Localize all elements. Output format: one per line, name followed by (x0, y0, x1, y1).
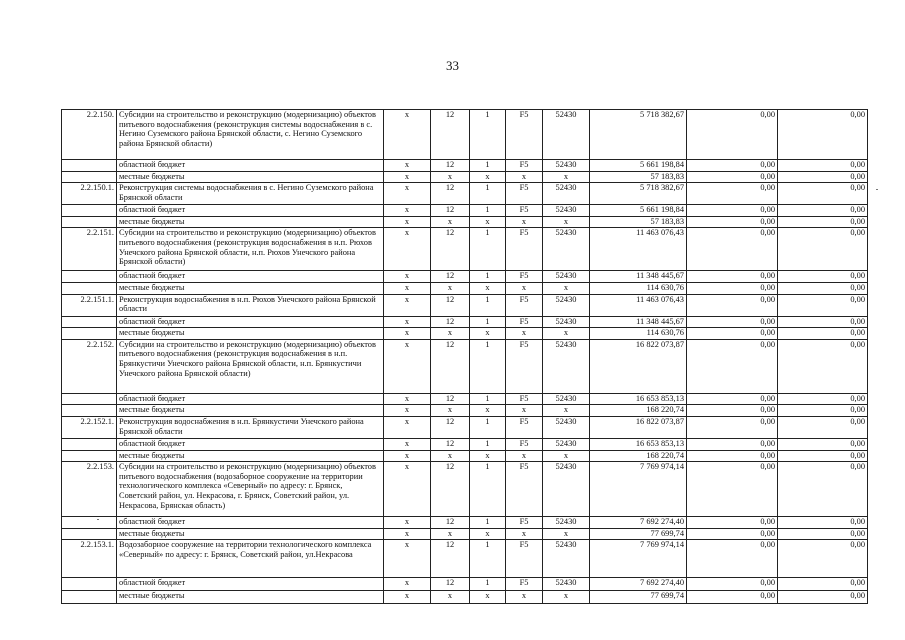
amount-year-2: 0,00 (687, 328, 778, 340)
row-name: Субсидии на строительство и реконструкцию (модернизацию) объектов питьевого водоснабжения (реконструкция водоснабжения в н.п. Рюхов Унечского района Брянской области, н.п. Рюхов Унечского района Брянской области) (117, 228, 384, 271)
col-article: х (543, 450, 590, 462)
row-code (62, 528, 117, 540)
amount-year-2: 0,00 (687, 462, 778, 517)
row-name: Реконструкция системы водоснабжения в с. Негино Суземского района Брянской области (117, 183, 384, 205)
table-row (62, 339, 868, 393)
col-section: 12 (431, 205, 470, 217)
amount-year-2: 0,00 (687, 294, 778, 316)
amount-year-3: 0,00 (778, 528, 868, 540)
budget-source-row (62, 393, 868, 405)
row-code (62, 205, 117, 217)
col-section: х (431, 405, 470, 417)
budget-source-row (62, 450, 868, 462)
col-article: х (543, 328, 590, 340)
col-subsection: 1 (470, 438, 506, 450)
table-row (62, 416, 868, 438)
col-recipient: х (384, 578, 431, 591)
row-name: местные бюджеты (117, 282, 384, 294)
col-subsection: х (470, 328, 506, 340)
row-name: местные бюджеты (117, 405, 384, 417)
col-article: 52430 (543, 205, 590, 217)
amount-year-1: 114 630,76 (590, 282, 687, 294)
amount-year-2: 0,00 (687, 578, 778, 591)
amount-year-1: 16 822 073,87 (590, 339, 687, 393)
row-name: местные бюджеты (117, 216, 384, 228)
col-program: F5 (506, 540, 543, 578)
row-code (62, 591, 117, 604)
amount-year-2: 0,00 (687, 271, 778, 283)
amount-year-3: 0,00 (778, 462, 868, 517)
row-code (62, 316, 117, 328)
col-section: 12 (431, 438, 470, 450)
row-code (62, 328, 117, 340)
scan-speck (876, 189, 878, 190)
amount-year-3: 0,00 (778, 160, 868, 172)
col-recipient: х (384, 450, 431, 462)
amount-year-3: 0,00 (778, 316, 868, 328)
col-program: х (506, 591, 543, 604)
col-subsection: 1 (470, 228, 506, 271)
col-program: F5 (506, 517, 543, 529)
col-recipient: х (384, 205, 431, 217)
col-section: 12 (431, 228, 470, 271)
amount-year-3: 0,00 (778, 416, 868, 438)
amount-year-1: 5 661 198,84 (590, 160, 687, 172)
col-article: 52430 (543, 416, 590, 438)
col-section: 12 (431, 160, 470, 172)
amount-year-3: 0,00 (778, 438, 868, 450)
row-code: 2.2.152.1. (62, 416, 117, 438)
amount-year-3: 0,00 (778, 540, 868, 578)
col-program: F5 (506, 416, 543, 438)
col-section: 12 (431, 183, 470, 205)
amount-year-2: 0,00 (687, 591, 778, 604)
col-program: F5 (506, 462, 543, 517)
col-recipient: х (384, 160, 431, 172)
row-code: 2.2.150. (62, 110, 117, 160)
table-body (62, 110, 868, 604)
col-section: х (431, 528, 470, 540)
col-recipient: х (384, 438, 431, 450)
col-program: F5 (506, 271, 543, 283)
col-section: 12 (431, 540, 470, 578)
col-subsection: х (470, 450, 506, 462)
amount-year-2: 0,00 (687, 540, 778, 578)
amount-year-2: 0,00 (687, 405, 778, 417)
col-subsection: 1 (470, 160, 506, 172)
amount-year-3: 0,00 (778, 591, 868, 604)
amount-year-3: 0,00 (778, 183, 868, 205)
amount-year-3: 0,00 (778, 328, 868, 340)
amount-year-1: 5 661 198,84 (590, 205, 687, 217)
amount-year-3: 0,00 (778, 393, 868, 405)
col-section: 12 (431, 316, 470, 328)
amount-year-3: 0,00 (778, 228, 868, 271)
row-name: Субсидии на строительство и реконструкцию (модернизацию) объектов питьевого водоснабжения (водозаборное сооружение на территории технологического комплекса «Северный» по адресу: г. Брянск, Советский район, ул. Некрасова, г. Брянск, Советский район, ул. Некрасова, Брянская область) (117, 462, 384, 517)
col-recipient: х (384, 528, 431, 540)
row-code: 2.2.153.1. (62, 540, 117, 578)
budget-table (61, 109, 868, 604)
col-subsection: 1 (470, 578, 506, 591)
amount-year-3: 0,00 (778, 405, 868, 417)
col-recipient: х (384, 294, 431, 316)
table-row (62, 540, 868, 578)
col-article: 52430 (543, 183, 590, 205)
amount-year-3: 0,00 (778, 216, 868, 228)
col-recipient: х (384, 110, 431, 160)
amount-year-1: 5 718 382,67 (590, 110, 687, 160)
col-section: 12 (431, 517, 470, 529)
col-article: х (543, 591, 590, 604)
amount-year-2: 0,00 (687, 438, 778, 450)
row-code: 2.2.151.1. (62, 294, 117, 316)
budget-source-row (62, 160, 868, 172)
row-name: Реконструкция водоснабжения в н.п. Брянкустичи Унечского района Брянской области (117, 416, 384, 438)
row-code (62, 393, 117, 405)
budget-source-row (62, 438, 868, 450)
col-section: х (431, 591, 470, 604)
col-subsection: 1 (470, 540, 506, 578)
col-subsection: х (470, 405, 506, 417)
amount-year-1: 7 769 974,14 (590, 462, 687, 517)
amount-year-2: 0,00 (687, 183, 778, 205)
budget-source-row (62, 517, 868, 529)
amount-year-1: 77 699,74 (590, 528, 687, 540)
row-code (62, 282, 117, 294)
row-code: 2.2.150.1. (62, 183, 117, 205)
amount-year-2: 0,00 (687, 416, 778, 438)
col-article: 52430 (543, 462, 590, 517)
col-program: F5 (506, 183, 543, 205)
row-name: Реконструкция водоснабжения в н.п. Рюхов Унечского района Брянской области (117, 294, 384, 316)
col-subsection: х (470, 216, 506, 228)
col-program: F5 (506, 578, 543, 591)
amount-year-2: 0,00 (687, 171, 778, 183)
col-recipient: х (384, 517, 431, 529)
col-subsection: 1 (470, 110, 506, 160)
row-name: областной бюджет (117, 517, 384, 529)
amount-year-1: 168 220,74 (590, 450, 687, 462)
col-program: F5 (506, 160, 543, 172)
col-recipient: х (384, 540, 431, 578)
amount-year-1: 11 348 445,67 (590, 271, 687, 283)
col-subsection: 1 (470, 462, 506, 517)
col-program: F5 (506, 110, 543, 160)
amount-year-2: 0,00 (687, 528, 778, 540)
row-name: областной бюджет (117, 271, 384, 283)
col-recipient: х (384, 316, 431, 328)
col-article: 52430 (543, 393, 590, 405)
col-program: х (506, 450, 543, 462)
row-name: областной бюджет (117, 160, 384, 172)
budget-source-row (62, 528, 868, 540)
row-name: областной бюджет (117, 438, 384, 450)
row-code (62, 438, 117, 450)
budget-source-row (62, 578, 868, 591)
row-code (62, 517, 117, 529)
amount-year-2: 0,00 (687, 216, 778, 228)
col-subsection: 1 (470, 205, 506, 217)
col-section: 12 (431, 462, 470, 517)
amount-year-2: 0,00 (687, 110, 778, 160)
col-section: х (431, 450, 470, 462)
scan-speck (97, 519, 99, 520)
row-code (62, 271, 117, 283)
col-article: х (543, 405, 590, 417)
page-number: 33 (446, 58, 459, 73)
amount-year-2: 0,00 (687, 517, 778, 529)
row-name: местные бюджеты (117, 450, 384, 462)
amount-year-2: 0,00 (687, 339, 778, 393)
budget-source-row (62, 591, 868, 604)
col-subsection: 1 (470, 339, 506, 393)
col-program: F5 (506, 205, 543, 217)
budget-source-row (62, 271, 868, 283)
col-article: 52430 (543, 228, 590, 271)
amount-year-1: 5 718 382,67 (590, 183, 687, 205)
col-recipient: х (384, 462, 431, 517)
col-program: х (506, 216, 543, 228)
col-program: х (506, 328, 543, 340)
col-subsection: х (470, 528, 506, 540)
col-program: F5 (506, 294, 543, 316)
row-code (62, 578, 117, 591)
col-recipient: х (384, 183, 431, 205)
col-section: х (431, 282, 470, 294)
row-name: местные бюджеты (117, 591, 384, 604)
row-name: местные бюджеты (117, 528, 384, 540)
col-article: х (543, 282, 590, 294)
col-recipient: х (384, 171, 431, 183)
row-name: областной бюджет (117, 205, 384, 217)
col-recipient: х (384, 282, 431, 294)
amount-year-2: 0,00 (687, 160, 778, 172)
row-code (62, 171, 117, 183)
row-name: Субсидии на строительство и реконструкцию (модернизацию) объектов питьевого водоснабжения (реконструкция системы водоснабжения в с. Негино Суземского района Брянской области, с. Негино Суземского района Брянской области) (117, 110, 384, 160)
amount-year-2: 0,00 (687, 450, 778, 462)
amount-year-3: 0,00 (778, 450, 868, 462)
amount-year-1: 16 822 073,87 (590, 416, 687, 438)
col-program: х (506, 171, 543, 183)
budget-source-row (62, 171, 868, 183)
amount-year-1: 11 463 076,43 (590, 228, 687, 271)
col-article: х (543, 528, 590, 540)
col-section: х (431, 171, 470, 183)
col-section: 12 (431, 578, 470, 591)
amount-year-2: 0,00 (687, 228, 778, 271)
amount-year-1: 7 692 274,40 (590, 517, 687, 529)
amount-year-2: 0,00 (687, 393, 778, 405)
col-article: 52430 (543, 517, 590, 529)
col-article: 52430 (543, 438, 590, 450)
amount-year-1: 11 348 445,67 (590, 316, 687, 328)
col-recipient: х (384, 393, 431, 405)
row-code (62, 405, 117, 417)
row-code: 2.2.153. (62, 462, 117, 517)
col-recipient: х (384, 216, 431, 228)
col-recipient: х (384, 591, 431, 604)
col-subsection: 1 (470, 271, 506, 283)
row-code: 2.2.151. (62, 228, 117, 271)
budget-source-row (62, 328, 868, 340)
table-row (62, 183, 868, 205)
table-row (62, 228, 868, 271)
row-name: местные бюджеты (117, 328, 384, 340)
amount-year-3: 0,00 (778, 294, 868, 316)
amount-year-1: 77 699,74 (590, 591, 687, 604)
amount-year-3: 0,00 (778, 205, 868, 217)
row-name: Водозаборное сооружение на территории технологического комплекса «Северный» по адресу: г. Брянск, Советский район, ул.Некрасова (117, 540, 384, 578)
table-row (62, 110, 868, 160)
col-program: х (506, 282, 543, 294)
col-section: 12 (431, 110, 470, 160)
col-recipient: х (384, 228, 431, 271)
col-section: х (431, 328, 470, 340)
col-program: F5 (506, 393, 543, 405)
col-subsection: х (470, 282, 506, 294)
budget-source-row (62, 205, 868, 217)
col-section: 12 (431, 393, 470, 405)
col-subsection: х (470, 171, 506, 183)
col-article: х (543, 171, 590, 183)
amount-year-1: 57 183,83 (590, 171, 687, 183)
amount-year-3: 0,00 (778, 110, 868, 160)
col-subsection: 1 (470, 316, 506, 328)
row-name: областной бюджет (117, 316, 384, 328)
table-row (62, 462, 868, 517)
amount-year-2: 0,00 (687, 205, 778, 217)
col-program: х (506, 405, 543, 417)
row-code (62, 160, 117, 172)
row-code (62, 450, 117, 462)
col-article: 52430 (543, 294, 590, 316)
col-section: 12 (431, 271, 470, 283)
col-program: F5 (506, 316, 543, 328)
amount-year-2: 0,00 (687, 282, 778, 294)
row-code: 2.2.152. (62, 339, 117, 393)
col-recipient: х (384, 339, 431, 393)
col-section: 12 (431, 294, 470, 316)
amount-year-1: 11 463 076,43 (590, 294, 687, 316)
col-program: х (506, 528, 543, 540)
budget-source-row (62, 216, 868, 228)
amount-year-1: 16 653 853,13 (590, 393, 687, 405)
table-row (62, 294, 868, 316)
col-recipient: х (384, 416, 431, 438)
amount-year-1: 16 653 853,13 (590, 438, 687, 450)
amount-year-1: 114 630,76 (590, 328, 687, 340)
budget-source-row (62, 316, 868, 328)
amount-year-3: 0,00 (778, 339, 868, 393)
col-program: F5 (506, 438, 543, 450)
amount-year-3: 0,00 (778, 578, 868, 591)
col-article: х (543, 216, 590, 228)
amount-year-3: 0,00 (778, 271, 868, 283)
amount-year-3: 0,00 (778, 171, 868, 183)
col-subsection: х (470, 591, 506, 604)
col-recipient: х (384, 328, 431, 340)
col-article: 52430 (543, 339, 590, 393)
amount-year-3: 0,00 (778, 517, 868, 529)
col-article: 52430 (543, 271, 590, 283)
col-subsection: 1 (470, 183, 506, 205)
col-section: х (431, 216, 470, 228)
col-program: F5 (506, 228, 543, 271)
amount-year-1: 7 769 974,14 (590, 540, 687, 578)
row-name: местные бюджеты (117, 171, 384, 183)
col-subsection: 1 (470, 294, 506, 316)
col-subsection: 1 (470, 517, 506, 529)
col-program: F5 (506, 339, 543, 393)
col-recipient: х (384, 271, 431, 283)
row-name: областной бюджет (117, 393, 384, 405)
col-recipient: х (384, 405, 431, 417)
amount-year-3: 0,00 (778, 282, 868, 294)
row-name: областной бюджет (117, 578, 384, 591)
col-article: 52430 (543, 540, 590, 578)
col-section: 12 (431, 416, 470, 438)
amount-year-1: 57 183,83 (590, 216, 687, 228)
row-code (62, 216, 117, 228)
amount-year-1: 168 220,74 (590, 405, 687, 417)
col-article: 52430 (543, 110, 590, 160)
col-subsection: 1 (470, 416, 506, 438)
amount-year-1: 7 692 274,40 (590, 578, 687, 591)
col-subsection: 1 (470, 393, 506, 405)
col-article: 52430 (543, 578, 590, 591)
budget-source-row (62, 405, 868, 417)
amount-year-2: 0,00 (687, 316, 778, 328)
row-name: Субсидии на строительство и реконструкцию (модернизацию) объектов питьевого водоснабжения (реконструкция водоснабжения в н.п. Брянкустичи Унечского района Брянской области, н.п. Брянкустичи Унечского района Брянской области) (117, 339, 384, 393)
col-article: 52430 (543, 160, 590, 172)
col-article: 52430 (543, 316, 590, 328)
budget-source-row (62, 282, 868, 294)
col-section: 12 (431, 339, 470, 393)
